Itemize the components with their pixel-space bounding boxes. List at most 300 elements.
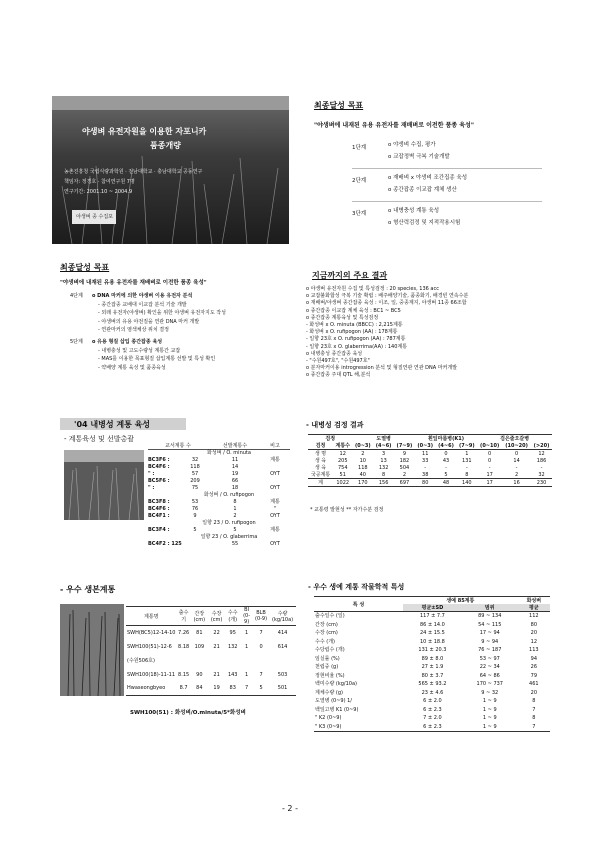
lines-body bbox=[126, 626, 296, 696]
disease-cell: 1022 bbox=[336, 479, 350, 486]
slide-disease-test bbox=[304, 420, 556, 530]
lines-cell bbox=[177, 654, 191, 668]
slide-heading: - 우수 생예 계통 작물학적 특성 bbox=[308, 583, 405, 591]
traits-cell: 20 bbox=[530, 630, 538, 636]
disease-cell: 생 육 bbox=[314, 465, 327, 471]
lines-header bbox=[126, 607, 296, 626]
traits-cell: 86 ± 14.0 bbox=[420, 621, 445, 628]
traits-cell: 백미수량 (kg/10a) bbox=[315, 681, 357, 687]
lines-cell bbox=[269, 654, 296, 668]
traits-cell: 89 ~ 134 bbox=[478, 613, 502, 619]
result-item: o 재배벼/야생벼 종간잡종 육성 : 이조, 일, 중종계지, 야생벼 11종 66조합 bbox=[306, 300, 467, 307]
traits-row bbox=[314, 723, 550, 732]
dev-cell: BC4F2 : 125 bbox=[148, 541, 182, 547]
lines-row bbox=[126, 668, 296, 682]
traits-cell: 10 ± 18.8 bbox=[420, 638, 445, 645]
disease-cell: 13 bbox=[380, 457, 387, 464]
lines-cell: SWH100(18)-11-11 bbox=[127, 671, 176, 678]
disease-cell: 생 육 bbox=[314, 458, 327, 464]
slide-subheading: "야생벼에 내재된 유용 유전자를 재배벼로 이전한 품종 육성" bbox=[314, 122, 474, 129]
disease-cell: 17 bbox=[486, 479, 493, 486]
traits-cell: 수수 (개) bbox=[315, 638, 335, 645]
traits-cell: 22 ~ 34 bbox=[479, 664, 500, 670]
disease-cell: 0 bbox=[444, 450, 448, 457]
disease-cell: 80 bbox=[422, 479, 429, 486]
dev-row bbox=[148, 527, 290, 534]
result-item: - "수원497호", "수원497호" bbox=[306, 358, 370, 365]
col-header: 검정 bbox=[325, 436, 336, 442]
col-header: 계통수 bbox=[335, 443, 350, 449]
dev-cell: 53 bbox=[191, 499, 199, 505]
dev-cell: 66 bbox=[231, 478, 239, 484]
disease-table bbox=[308, 434, 552, 487]
traits-cell: 565 ± 93.2 bbox=[418, 681, 447, 687]
traits-cell: 백잎고병 K1 (0~9) bbox=[315, 706, 359, 713]
disease-cell: 국공계통 bbox=[310, 472, 331, 478]
traits-cell: 계체수량 (g) bbox=[315, 689, 343, 696]
col-header: 간장 (cm) bbox=[193, 610, 206, 623]
stage-item: - 종간잡종 교배대 이교잡 분석 기술 개발 bbox=[98, 301, 187, 308]
stage-item: o 재배벼 x 야생벼 조간집종 육성 bbox=[388, 175, 468, 181]
disease-cell: 205 bbox=[337, 457, 348, 464]
dev-cell: 5 bbox=[233, 527, 237, 533]
disease-cell: 33 bbox=[422, 457, 429, 464]
disease-cell: 132 bbox=[378, 464, 389, 471]
lines-cell: 414 bbox=[277, 629, 288, 636]
dev-cell: 18 bbox=[231, 485, 239, 491]
lines-cell bbox=[240, 654, 253, 668]
stage-items bbox=[92, 338, 215, 372]
traits-row bbox=[314, 689, 550, 698]
stage-item: - 연관마커의 염색체상 위치 결정 bbox=[98, 327, 169, 333]
lines-cell: 8.18 bbox=[178, 643, 190, 650]
disease-cell: 40 bbox=[359, 471, 366, 478]
traits-cell: 8 bbox=[532, 715, 536, 721]
col-header: BI (0-9) bbox=[243, 607, 251, 625]
stage-item: o 종간잡종 이교잡 계체 생산 bbox=[388, 187, 457, 193]
col-header: 화성벼 bbox=[526, 598, 542, 604]
cross-label: 화성벼 / O. minuta bbox=[207, 450, 251, 456]
disease-cell: 2 bbox=[514, 471, 519, 478]
lines-cell: 143 bbox=[227, 671, 238, 678]
dev-row bbox=[148, 541, 290, 548]
traits-row bbox=[314, 629, 550, 638]
cross-label: 일향 23 / O. glaberrima bbox=[200, 534, 258, 540]
dev-body bbox=[148, 450, 290, 548]
dev-cell: 14 bbox=[231, 464, 239, 470]
traits-cell: 23 ± 4.6 bbox=[421, 689, 444, 696]
stage-item: - MAS를 이용한 목표형질 삽입계통 선발 및 특성 확인 bbox=[98, 356, 216, 362]
traits-cell: 수당립수 (개) bbox=[315, 647, 345, 653]
lines-cell: 503 bbox=[277, 671, 288, 678]
traits-cell: 임실률 (%) bbox=[315, 655, 340, 662]
field-photo bbox=[64, 450, 144, 520]
dev-cell: 계통 bbox=[270, 499, 280, 505]
disease-row bbox=[308, 450, 552, 458]
dev-cell: 19 bbox=[231, 471, 239, 477]
stage-items bbox=[388, 173, 467, 193]
slide-main-results bbox=[306, 270, 556, 380]
lines-cell: 132 bbox=[227, 643, 238, 650]
result-list bbox=[306, 286, 468, 380]
slide-title-photo bbox=[52, 96, 289, 244]
traits-row bbox=[314, 706, 550, 715]
slide-subtitle-3: 연구기간: 2001.10 ~ 2004.9 bbox=[64, 189, 133, 195]
col-header: 수량 (kg/10a) bbox=[272, 610, 294, 623]
col-header: (4~6) bbox=[438, 442, 454, 449]
col-header: (0~3) bbox=[417, 442, 434, 449]
col-header: 검은줄오갈병 bbox=[500, 436, 530, 442]
slide-heading: 최종달성 목표 bbox=[60, 263, 110, 272]
col-header: 평균 bbox=[518, 604, 550, 612]
disease-cell: 10 bbox=[359, 457, 366, 464]
traits-cell: " K2 (0~9) bbox=[315, 715, 342, 721]
stage-item: o 교잡정벽 극복 기술개발 bbox=[388, 154, 450, 160]
traits-row bbox=[314, 621, 550, 630]
disease-cell: 697 bbox=[399, 479, 410, 486]
traits-cell: 80 ± 3.7 bbox=[421, 672, 444, 679]
disease-cell: 14 bbox=[513, 457, 520, 464]
col-header: 평균±SD bbox=[403, 604, 462, 612]
traits-cell: 7 ± 2.0 bbox=[423, 715, 442, 721]
disease-cell: - bbox=[488, 464, 491, 471]
dev-cell: BC3F8 : bbox=[148, 499, 170, 505]
lines-cell: 1 bbox=[244, 643, 249, 650]
lines-cell: 7.26 bbox=[178, 629, 190, 636]
lines-cell: 7 bbox=[259, 671, 263, 678]
dev-cell: 32 bbox=[191, 457, 199, 463]
traits-cell: 94 bbox=[530, 655, 538, 662]
dev-cell: " : bbox=[148, 471, 155, 477]
rice-plants-photo bbox=[60, 604, 124, 696]
disease-cell: - bbox=[540, 464, 543, 471]
slide-excellent-lines bbox=[56, 584, 296, 724]
col-header: 교서계통 수 bbox=[165, 443, 191, 449]
lines-cell: 90 bbox=[196, 671, 203, 678]
disease-cell: - bbox=[465, 464, 468, 471]
traits-row bbox=[314, 638, 550, 647]
disease-header-row-1 bbox=[308, 435, 552, 443]
traits-row bbox=[314, 672, 550, 681]
dev-cell: 5 bbox=[193, 527, 197, 533]
disease-cell: 0 bbox=[514, 450, 519, 457]
col-header: 출수기 bbox=[178, 610, 189, 623]
lines-cell: 81 bbox=[196, 629, 203, 636]
slide-line-development bbox=[60, 412, 290, 550]
col-header: 범위 bbox=[462, 604, 518, 612]
table-note: * 교통령 발현성 ** 자가수분 검정 bbox=[310, 507, 384, 513]
col-header: 계통명 bbox=[144, 613, 159, 620]
disease-cell: 0 bbox=[488, 457, 492, 464]
col-header: BLB (0-9) bbox=[255, 610, 268, 622]
result-item: - 화성벼 x O. minuta (BBCC) : 2,215계통 bbox=[306, 322, 403, 329]
dev-cell: 75 bbox=[191, 485, 199, 491]
stage-item: - 야생벼의 유용 야전질을 연관 DNA 마커 개발 bbox=[98, 318, 200, 325]
col-header: (>20) bbox=[533, 442, 550, 449]
lines-row bbox=[126, 626, 296, 640]
disease-cell: 8 bbox=[465, 471, 469, 478]
traits-cell: 6 ± 2.3 bbox=[423, 706, 442, 713]
traits-cell: 53 ~ 97 bbox=[479, 655, 500, 662]
stage-label: 5단계 bbox=[70, 339, 83, 345]
dev-cell: 계통 bbox=[270, 527, 280, 533]
disease-cell: 5 bbox=[444, 471, 448, 478]
slide-subheading: "야생벼에 내재된 유용 유전자를 재배벼로 이전한 품종 육성" bbox=[60, 280, 207, 286]
lines-row bbox=[126, 654, 296, 668]
dev-row bbox=[148, 478, 290, 485]
disease-cell: - bbox=[424, 464, 427, 471]
page-number: - 2 - bbox=[282, 804, 298, 813]
dev-cell: 계통 bbox=[270, 457, 280, 463]
traits-row bbox=[314, 663, 550, 672]
disease-cell: 186 bbox=[536, 457, 547, 464]
stage-item: o 형산력검정 및 지적작용시험 bbox=[388, 220, 461, 226]
disease-cell: 43 bbox=[442, 457, 450, 464]
cross-label: 화성벼 / O. rufipogon bbox=[203, 492, 255, 498]
traits-cell: 12 bbox=[530, 638, 538, 645]
stage-item: o 내병충성 계통 육성 bbox=[388, 208, 440, 214]
traits-table bbox=[314, 596, 550, 732]
stage-list bbox=[352, 140, 542, 234]
disease-cell: 2 bbox=[361, 450, 365, 457]
lines-table bbox=[126, 606, 296, 696]
slide-heading: - 내병성 검정 결과 bbox=[306, 421, 364, 429]
disease-cell: 156 bbox=[378, 479, 389, 486]
dev-cell: " : bbox=[148, 485, 155, 491]
traits-cell: 24 ± 15.5 bbox=[420, 630, 445, 636]
disease-cell: 1 bbox=[465, 450, 469, 457]
traits-cell: 17 ~ 94 bbox=[479, 630, 500, 636]
dev-cell bbox=[262, 478, 288, 485]
stage-label: 1단계 bbox=[352, 145, 367, 151]
slide-heading: 지금까지의 주요 결과 bbox=[312, 271, 388, 280]
disease-cell: 2 bbox=[402, 471, 406, 478]
disease-row bbox=[308, 464, 552, 471]
disease-row bbox=[308, 479, 552, 487]
col-header: (0~3) bbox=[354, 442, 371, 449]
dev-cell: OYT bbox=[270, 485, 280, 491]
lines-cell: 1 bbox=[244, 671, 249, 678]
disease-cell: 38 bbox=[422, 471, 429, 478]
dev-row bbox=[148, 513, 290, 520]
dev-row bbox=[148, 471, 290, 478]
dev-cell: 209 bbox=[190, 478, 200, 484]
lines-cell bbox=[208, 654, 225, 668]
dev-cell: 118 bbox=[190, 464, 200, 470]
col-header: 비고 bbox=[270, 443, 280, 449]
lines-cell: 84 bbox=[196, 685, 203, 692]
traits-header-main bbox=[314, 597, 550, 605]
traits-cell: 27 ± 1.9 bbox=[421, 664, 444, 670]
stage-item: o DNA 마커에 의한 야생벼 이용 유전자 분석 bbox=[92, 293, 193, 299]
lines-cell bbox=[225, 654, 240, 668]
traits-cell: 7 bbox=[532, 723, 536, 730]
disease-cell: 17 bbox=[486, 471, 493, 478]
disease-cell: 230 bbox=[536, 479, 547, 486]
disease-cell: - bbox=[515, 464, 518, 471]
dev-row bbox=[148, 506, 290, 513]
lines-cell: 5 bbox=[259, 685, 263, 692]
dev-row bbox=[148, 464, 290, 471]
disease-cell: 48 bbox=[442, 479, 450, 486]
result-item: o 종간잡종 주대 QTL 해,분석 bbox=[306, 372, 371, 379]
disease-cell: 계 bbox=[318, 480, 323, 486]
traits-cell: 수장 (cm) bbox=[315, 630, 338, 636]
stage-label: 2단계 bbox=[352, 178, 367, 184]
dev-cell: OYT bbox=[270, 513, 280, 519]
traits-cell: 117 ± 7.7 bbox=[420, 613, 445, 619]
traits-cell: 출수일수 (일) bbox=[315, 613, 345, 619]
traits-cell: 89 ± 8.0 bbox=[421, 655, 444, 662]
lines-cell: 8.7 bbox=[179, 685, 188, 692]
dev-cell: 76 bbox=[191, 506, 199, 512]
dev-header bbox=[148, 442, 290, 450]
stage-items bbox=[92, 292, 226, 335]
dev-cell: BC4F6 : bbox=[148, 506, 170, 512]
traits-row bbox=[314, 697, 550, 706]
stage-row bbox=[352, 140, 542, 169]
col-header: (4~6) bbox=[375, 442, 392, 449]
col-header: 수수 (개) bbox=[227, 610, 238, 623]
traits-row bbox=[314, 646, 550, 655]
dev-cell: " bbox=[273, 506, 277, 512]
lines-cell: 21 bbox=[213, 643, 220, 650]
disease-row bbox=[308, 471, 552, 479]
dev-cell: 55 bbox=[231, 541, 239, 547]
disease-cell: 51 bbox=[339, 471, 346, 478]
lines-cell: 83 bbox=[229, 685, 236, 692]
traits-cell: 1 ~ 9 bbox=[482, 706, 497, 713]
dev-cell bbox=[182, 541, 208, 548]
lines-cell: 614 bbox=[277, 643, 288, 650]
dev-cell: OYT bbox=[270, 541, 280, 547]
stage-item: - 외래 유전자(야생벼) 확인을 위한 야생벼 유전자지도 작성 bbox=[98, 310, 226, 316]
disease-header-row-2 bbox=[308, 442, 552, 450]
col-header: (0~10) bbox=[480, 442, 500, 449]
traits-cell: 113 bbox=[529, 647, 539, 653]
traits-cell: 80 bbox=[530, 621, 538, 628]
dev-cell: BC3F4 : bbox=[148, 527, 170, 533]
dev-table bbox=[148, 442, 290, 548]
dev-cell: 8 bbox=[233, 499, 237, 505]
traits-cell: 79 bbox=[530, 672, 538, 679]
traits-cell: 1 ~ 9 bbox=[482, 715, 497, 721]
disease-cell: 12 bbox=[538, 450, 545, 457]
dev-cell: 2 bbox=[233, 513, 237, 519]
disease-cell: 754 bbox=[337, 464, 348, 471]
lines-cell: 501 bbox=[277, 685, 288, 692]
field-sign: 야생벼 종 수집포 bbox=[76, 214, 113, 220]
dev-cell: BC5F6 : bbox=[148, 478, 170, 484]
traits-cell: 1 ~ 9 bbox=[482, 723, 497, 730]
disease-cell: 12 bbox=[339, 450, 346, 457]
slide-subtitle-1: 농촌진흥청 국립식량과학원 · 전남대학교 · 충남대학교 공동연구 bbox=[64, 169, 203, 175]
traits-cell: 170 ~ 737 bbox=[476, 681, 503, 687]
result-item: o 야생벼 유전자원 수집 및 특성검정 : 20 species, 136 acc bbox=[306, 286, 439, 292]
disease-cell: 8 bbox=[382, 471, 386, 478]
col-header: (10~20) bbox=[505, 442, 528, 449]
lines-cell bbox=[253, 654, 269, 668]
dev-cell: BC4F1 : bbox=[148, 513, 170, 519]
lines-cell: 95 bbox=[229, 629, 236, 636]
traits-cell: 64 ~ 86 bbox=[479, 672, 500, 679]
dev-cell: BC4F6 : bbox=[148, 464, 170, 470]
disease-cell: 생 명 bbox=[314, 451, 327, 457]
col-header: 검정 bbox=[315, 443, 326, 449]
dev-row bbox=[148, 485, 290, 492]
col-header: 도열병 bbox=[376, 436, 391, 442]
stage-row bbox=[70, 338, 215, 372]
disease-cell: - bbox=[445, 464, 447, 471]
disease-cell: 32 bbox=[538, 471, 545, 478]
slide-title-line1: 야생벼 유전자원을 이용한 자포니카 bbox=[82, 127, 207, 136]
disease-cell: 9 bbox=[402, 450, 406, 457]
dev-row bbox=[148, 457, 290, 464]
slide-subtitle-2: 책임자: 정경호 · 참여연구원 7명 bbox=[64, 179, 135, 185]
traits-cell: 26 bbox=[530, 664, 538, 670]
lines-cell: (수원506호) bbox=[127, 658, 155, 664]
slide-heading: - 우수 생본계통 bbox=[60, 585, 116, 594]
slide-agronomic-traits bbox=[304, 582, 558, 768]
traits-cell: 461 bbox=[529, 681, 539, 687]
col-header: (7~9) bbox=[458, 442, 475, 449]
traits-row bbox=[314, 680, 550, 689]
lines-cell: 21 bbox=[213, 671, 220, 678]
traits-cell: 천립중 (g) bbox=[315, 664, 339, 670]
result-item: o 교잡불화합성 극복 기술 확립 : 배주배양기술, 품종화기, 배경빈 연속수분 bbox=[306, 293, 469, 300]
disease-cell: 118 bbox=[358, 464, 368, 471]
disease-cell: 0 bbox=[488, 450, 492, 457]
traits-cell: 정현비율 (%) bbox=[315, 672, 345, 679]
lines-row bbox=[126, 682, 296, 696]
traits-cell: 131 ± 20.3 bbox=[418, 647, 447, 653]
traits-row bbox=[314, 612, 550, 621]
dev-cell: 11 bbox=[231, 457, 239, 463]
disease-cell: 182 bbox=[399, 457, 410, 464]
lines-cell: 0 bbox=[259, 643, 263, 650]
traits-row bbox=[314, 714, 550, 723]
traits-cell: 간장 (cm) bbox=[315, 621, 338, 628]
traits-cell: 54 ~ 115 bbox=[478, 621, 502, 628]
lines-cell: 1 bbox=[244, 629, 249, 636]
col-header: 선발계통수 bbox=[222, 443, 248, 449]
dev-cell: 1 bbox=[233, 506, 237, 512]
lines-cell: 7 bbox=[259, 629, 263, 636]
lines-cell bbox=[191, 654, 208, 668]
traits-cell: 9 ~ 32 bbox=[481, 689, 499, 696]
stage-row bbox=[70, 292, 226, 335]
stage-row bbox=[352, 206, 542, 234]
slide-title-line2: 품종개량 bbox=[150, 141, 181, 150]
dev-cell: OYT bbox=[270, 471, 280, 477]
stage-item: - 약배양 계통 육성 및 품종육성 bbox=[98, 364, 166, 371]
stage-label: 3단계 bbox=[352, 211, 367, 217]
lines-cell: Hwaseongbyeo bbox=[127, 685, 166, 692]
disease-cell: 504 bbox=[399, 464, 410, 471]
disease-row bbox=[308, 457, 552, 464]
result-item: - 화성벼 x O. rufipogon (AA) : 178계통 bbox=[306, 329, 398, 336]
disease-cell: 140 bbox=[462, 479, 472, 486]
result-item: o 종간잡종 이교잡 계체 육성 : BC1 ~ BC5 bbox=[306, 307, 401, 314]
result-item: o 내병충성 종간잡종 육성 bbox=[306, 350, 363, 357]
lines-cell: 19 bbox=[213, 685, 220, 692]
slide-goal-stages-1-3 bbox=[312, 100, 552, 250]
traits-cell: 도열병 (0~9) 1/ bbox=[315, 698, 352, 704]
traits-cell: 6 ± 2.0 bbox=[423, 698, 442, 704]
traits-row bbox=[314, 655, 550, 664]
disease-cell: 11 bbox=[422, 450, 429, 457]
disease-cell: 170 bbox=[358, 479, 368, 486]
